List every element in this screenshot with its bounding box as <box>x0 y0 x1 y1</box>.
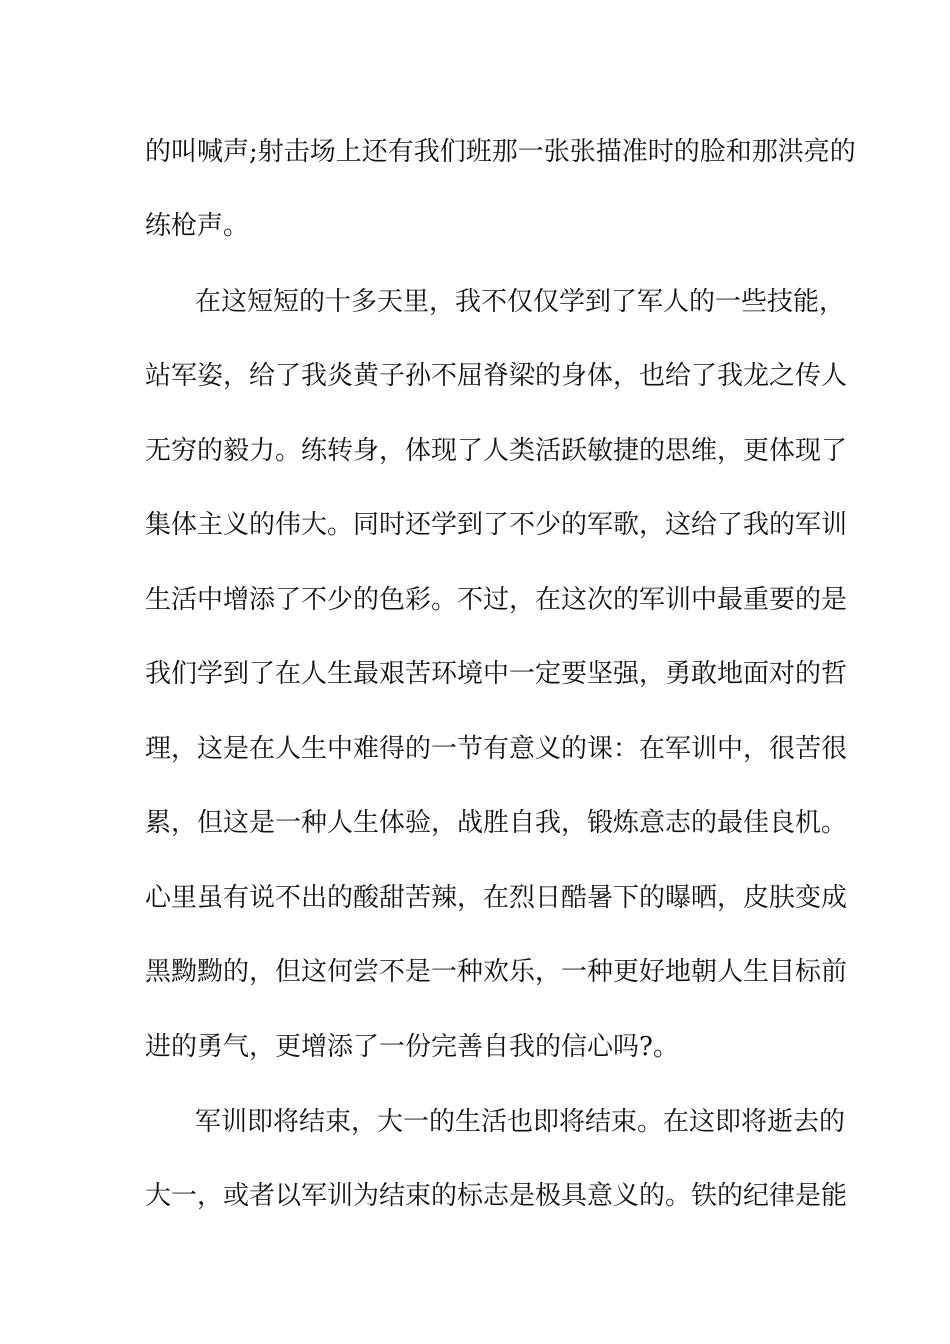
text-line: 黑黝黝的，但这何尝不是一种欢乐，一种更好地朝人生目标前 <box>145 957 848 987</box>
text-line: 累，但这是一种人生体验，战胜自我，锻炼意志的最佳良机。 <box>145 808 848 838</box>
text-line: 的叫喊声;射击场上还有我们班那一张张描准时的脸和那洪亮的 <box>145 137 856 167</box>
text-line: 生活中增添了不少的色彩。不过，在这次的军训中最重要的是 <box>145 585 848 615</box>
text-line: 站军姿，给了我炎黄子孙不屈脊梁的身体，也给了我龙之传人 <box>145 361 848 391</box>
paragraph-first-line: 在这短短的十多天里，我不仅仅学到了军人的一些技能， <box>195 287 846 317</box>
text-line: 集体主义的伟大。同时还学到了不少的军歌，这给了我的军训 <box>145 510 848 540</box>
text-line: 大一，或者以军训为结束的标志是极具意义的。铁的纪律是能 <box>145 1181 848 1211</box>
text-line: 我们学到了在人生最艰苦环境中一定要坚强，勇敢地面对的哲 <box>145 659 848 689</box>
text-line: 练枪声。 <box>145 211 250 241</box>
text-line: 无穷的毅力。练转身，体现了人类活跃敏捷的思维，更体现了 <box>145 436 848 466</box>
text-line: 理，这是在人生中难得的一节有意义的课：在军训中，很苦很 <box>145 734 848 764</box>
text-line: 心里虽有说不出的酸甜苦辣，在烈日酷暑下的曝晒，皮肤变成 <box>145 883 848 913</box>
paragraph-first-line: 军训即将结束，大一的生活也即将结束。在这即将逝去的 <box>195 1107 846 1137</box>
text-line: 进的勇气，更增添了一份完善自我的信心吗?。 <box>145 1032 679 1062</box>
